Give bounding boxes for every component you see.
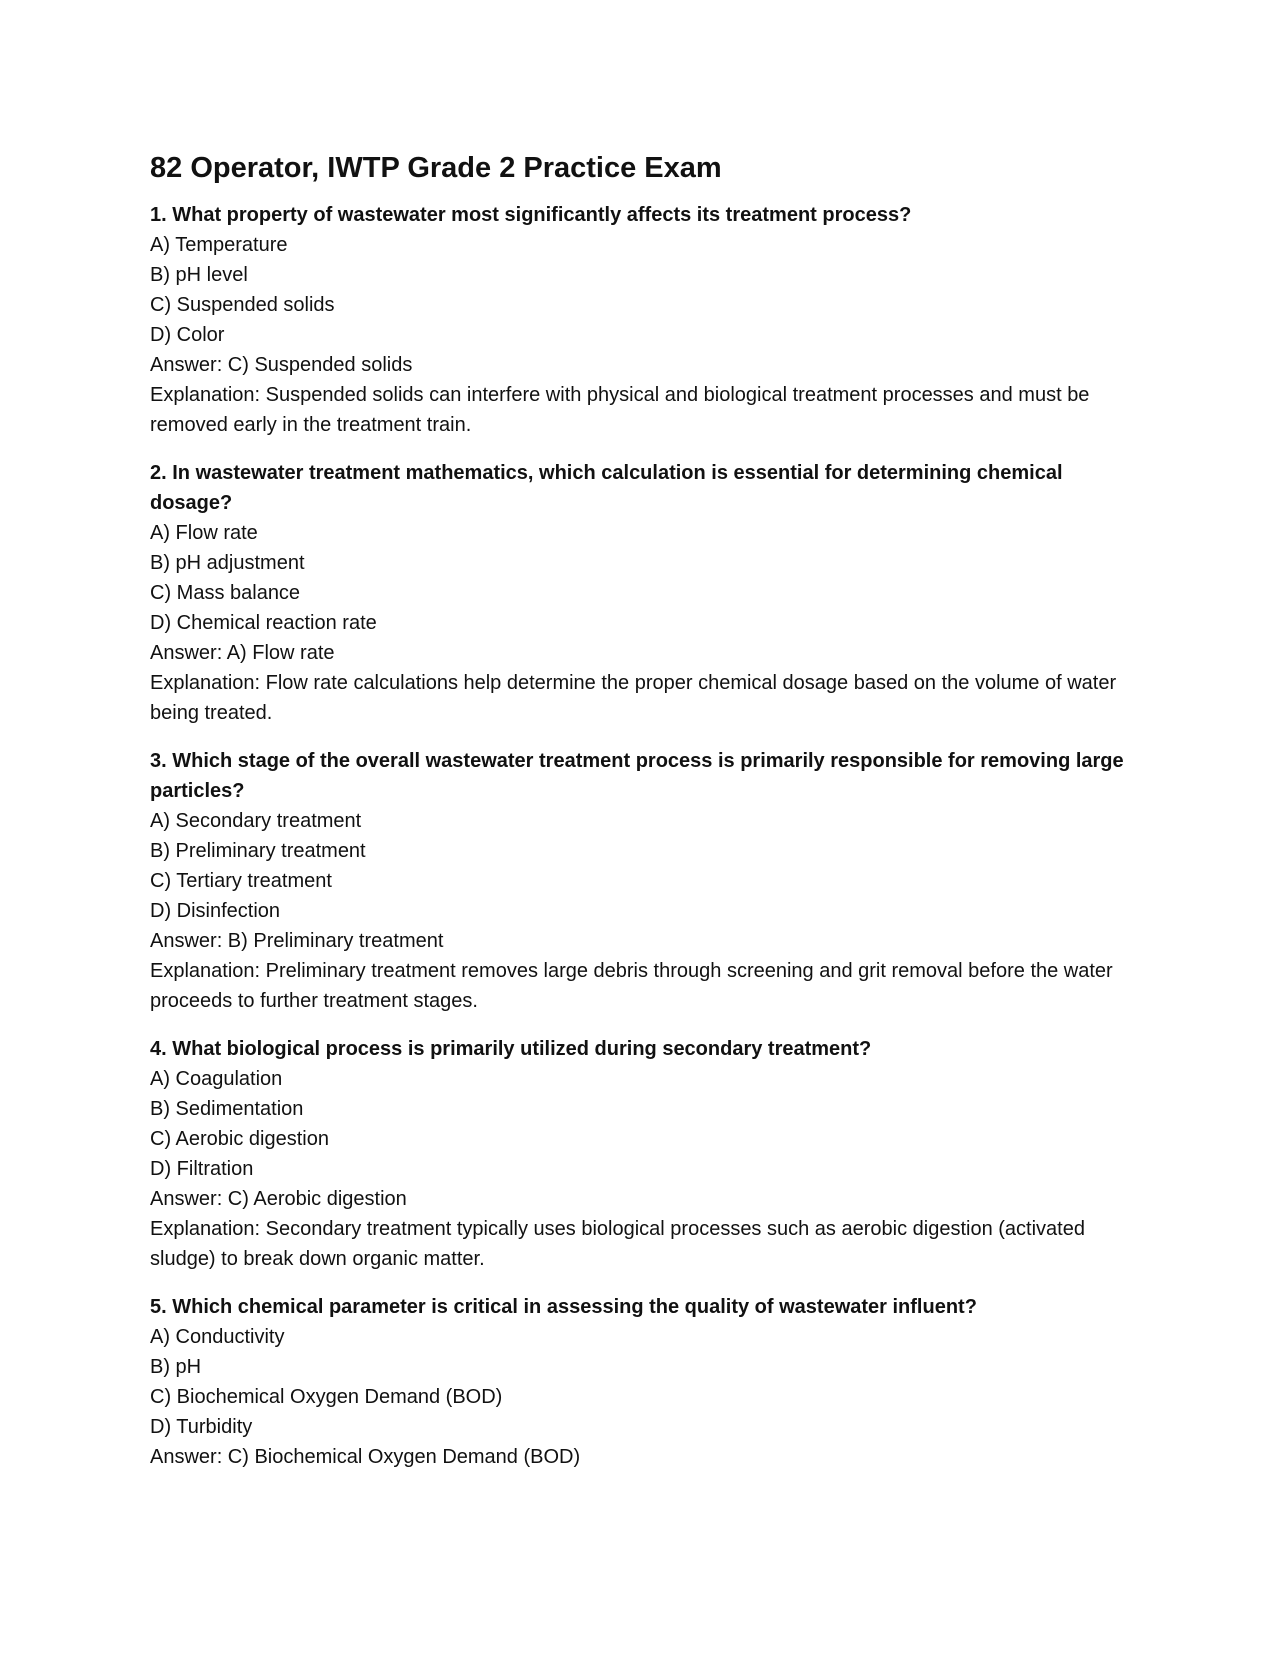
option-a: A) Conductivity — [150, 1326, 285, 1348]
question-text: 2. In wastewater treatment mathematics, which calculation is essential for determining chemical dosage? — [150, 462, 1063, 514]
option-a: A) Coagulation — [150, 1068, 283, 1090]
option-d: D) Disinfection — [150, 900, 281, 922]
question-1 — [150, 200, 1140, 440]
option-d: D) Turbidity — [150, 1416, 253, 1438]
question-text: 4. What biological process is primarily utilized during secondary treatment? — [150, 1038, 872, 1060]
question-4 — [150, 1034, 1140, 1274]
option-b: B) pH adjustment — [150, 552, 305, 574]
option-d: D) Chemical reaction rate — [150, 612, 377, 634]
explanation-line: Explanation: Suspended solids can interfere with physical and biological treatment processes and must be removed early in the treatment train. — [150, 384, 1090, 436]
option-c: C) Biochemical Oxygen Demand (BOD) — [150, 1386, 503, 1408]
answer-line: Answer: B) Preliminary treatment — [150, 930, 444, 952]
answer-line: Answer: C) Suspended solids — [150, 354, 413, 376]
answer-line: Answer: C) Biochemical Oxygen Demand (BOD) — [150, 1446, 581, 1468]
explanation-line: Explanation: Flow rate calculations help determine the proper chemical dosage based on the volume of water being treated. — [150, 672, 1117, 724]
answer-line: Answer: A) Flow rate — [150, 642, 335, 664]
option-b: B) Sedimentation — [150, 1098, 304, 1120]
option-a: A) Flow rate — [150, 522, 258, 544]
option-b: B) Preliminary treatment — [150, 840, 366, 862]
option-a: A) Temperature — [150, 234, 288, 256]
option-c: C) Aerobic digestion — [150, 1128, 329, 1150]
option-c: C) Suspended solids — [150, 294, 335, 316]
question-text: 5. Which chemical parameter is critical in assessing the quality of wastewater influent? — [150, 1296, 977, 1318]
option-c: C) Mass balance — [150, 582, 301, 604]
question-2 — [150, 458, 1140, 728]
question-text: 3. Which stage of the overall wastewater treatment process is primarily responsible for removing large particles? — [150, 750, 1124, 802]
question-text: 1. What property of wastewater most significantly affects its treatment process? — [150, 204, 912, 226]
explanation-line: Explanation: Preliminary treatment removes large debris through screening and grit removal before the water proceeds to further treatment stages. — [150, 960, 1113, 1012]
option-b: B) pH — [150, 1356, 202, 1378]
option-d: D) Filtration — [150, 1158, 254, 1180]
question-3 — [150, 746, 1140, 1016]
document-page — [150, 150, 1140, 1490]
page-title: 82 Operator, IWTP Grade 2 Practice Exam — [150, 152, 722, 184]
answer-line: Answer: C) Aerobic digestion — [150, 1188, 407, 1210]
option-b: B) pH level — [150, 264, 248, 286]
question-5 — [150, 1292, 1140, 1472]
option-d: D) Color — [150, 324, 225, 346]
option-c: C) Tertiary treatment — [150, 870, 332, 892]
option-a: A) Secondary treatment — [150, 810, 362, 832]
explanation-line: Explanation: Secondary treatment typically uses biological processes such as aerobic digestion (activated sludge) to break down organic matter. — [150, 1218, 1085, 1270]
